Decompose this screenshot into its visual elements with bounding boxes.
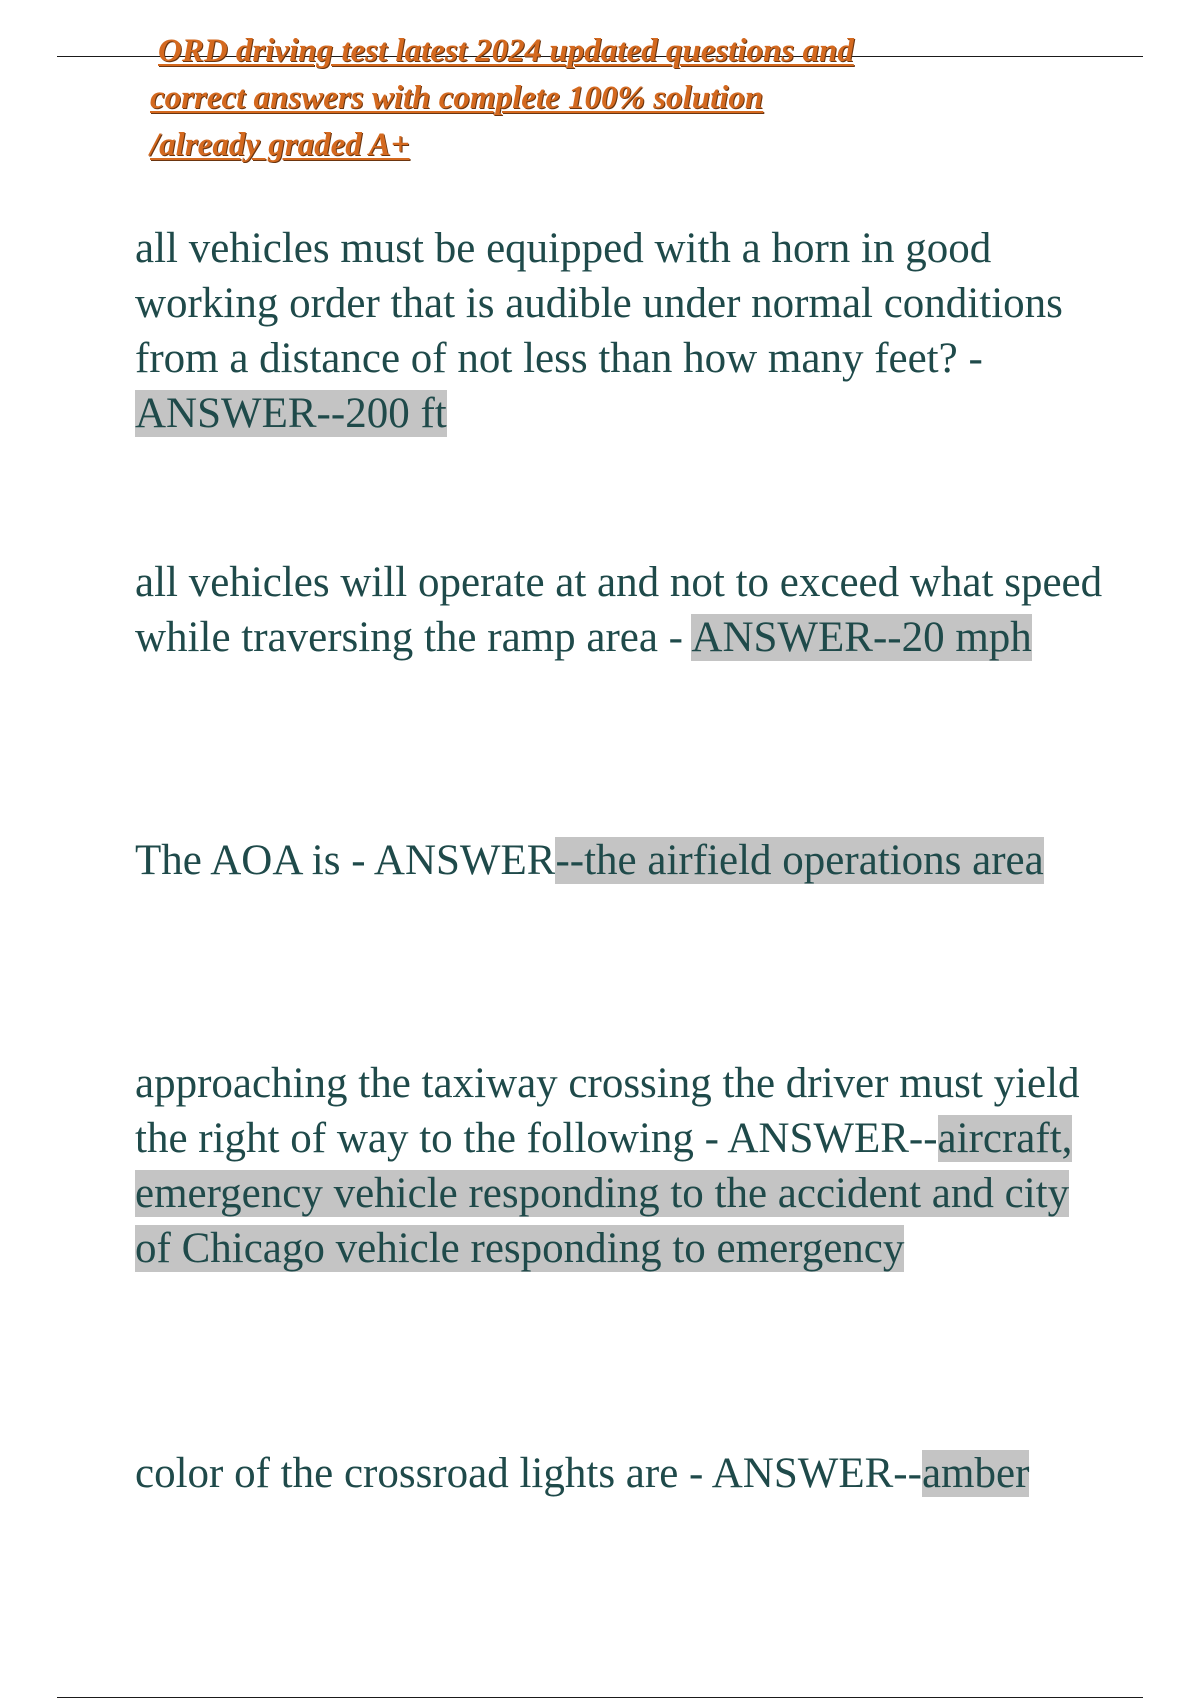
- answer-highlight: aircraft, emergency vehicle responding to the accident and city of Chicago vehicle responding to emergency: [135, 1115, 1073, 1272]
- title-line-2: correct answers with complete 100% solution: [150, 80, 764, 116]
- footer-rule: [57, 1697, 1143, 1698]
- question-text: all vehicles will operate at and not to exceed what speed while traversing the ramp area -: [135, 559, 1103, 661]
- answer-prefix: ANSWER--: [711, 1450, 922, 1497]
- document-title: [150, 28, 1058, 169]
- answer-prefix: ANSWER--: [727, 1115, 938, 1162]
- qa-item-1: [135, 221, 1115, 441]
- answer-highlight: --the airfield operations area: [555, 837, 1044, 884]
- question-text: approaching the taxiway crossing the driver must yield the right of way to the following -: [135, 1060, 1080, 1162]
- answer-highlight: amber: [921, 1450, 1030, 1497]
- qa-item-2: [135, 555, 1115, 665]
- answer-prefix: ANSWER: [373, 837, 556, 884]
- answer-highlight: ANSWER--20 mph: [691, 614, 1032, 661]
- qa-item-3: [135, 833, 1115, 888]
- title-line-3: /already graded A+: [150, 127, 410, 163]
- title-line-1: ORD driving test latest 2024 updated questions and: [158, 33, 854, 69]
- question-text: The AOA is -: [135, 837, 374, 884]
- qa-item-5: [135, 1446, 1115, 1501]
- answer-highlight: ANSWER--200 ft: [135, 390, 447, 437]
- question-text: all vehicles must be equipped with a horn in good working order that is audible under normal conditions from a distance of not less than how many feet? -: [135, 225, 1063, 382]
- question-text: color of the crossroad lights are -: [135, 1450, 712, 1497]
- qa-item-4: [135, 1056, 1115, 1276]
